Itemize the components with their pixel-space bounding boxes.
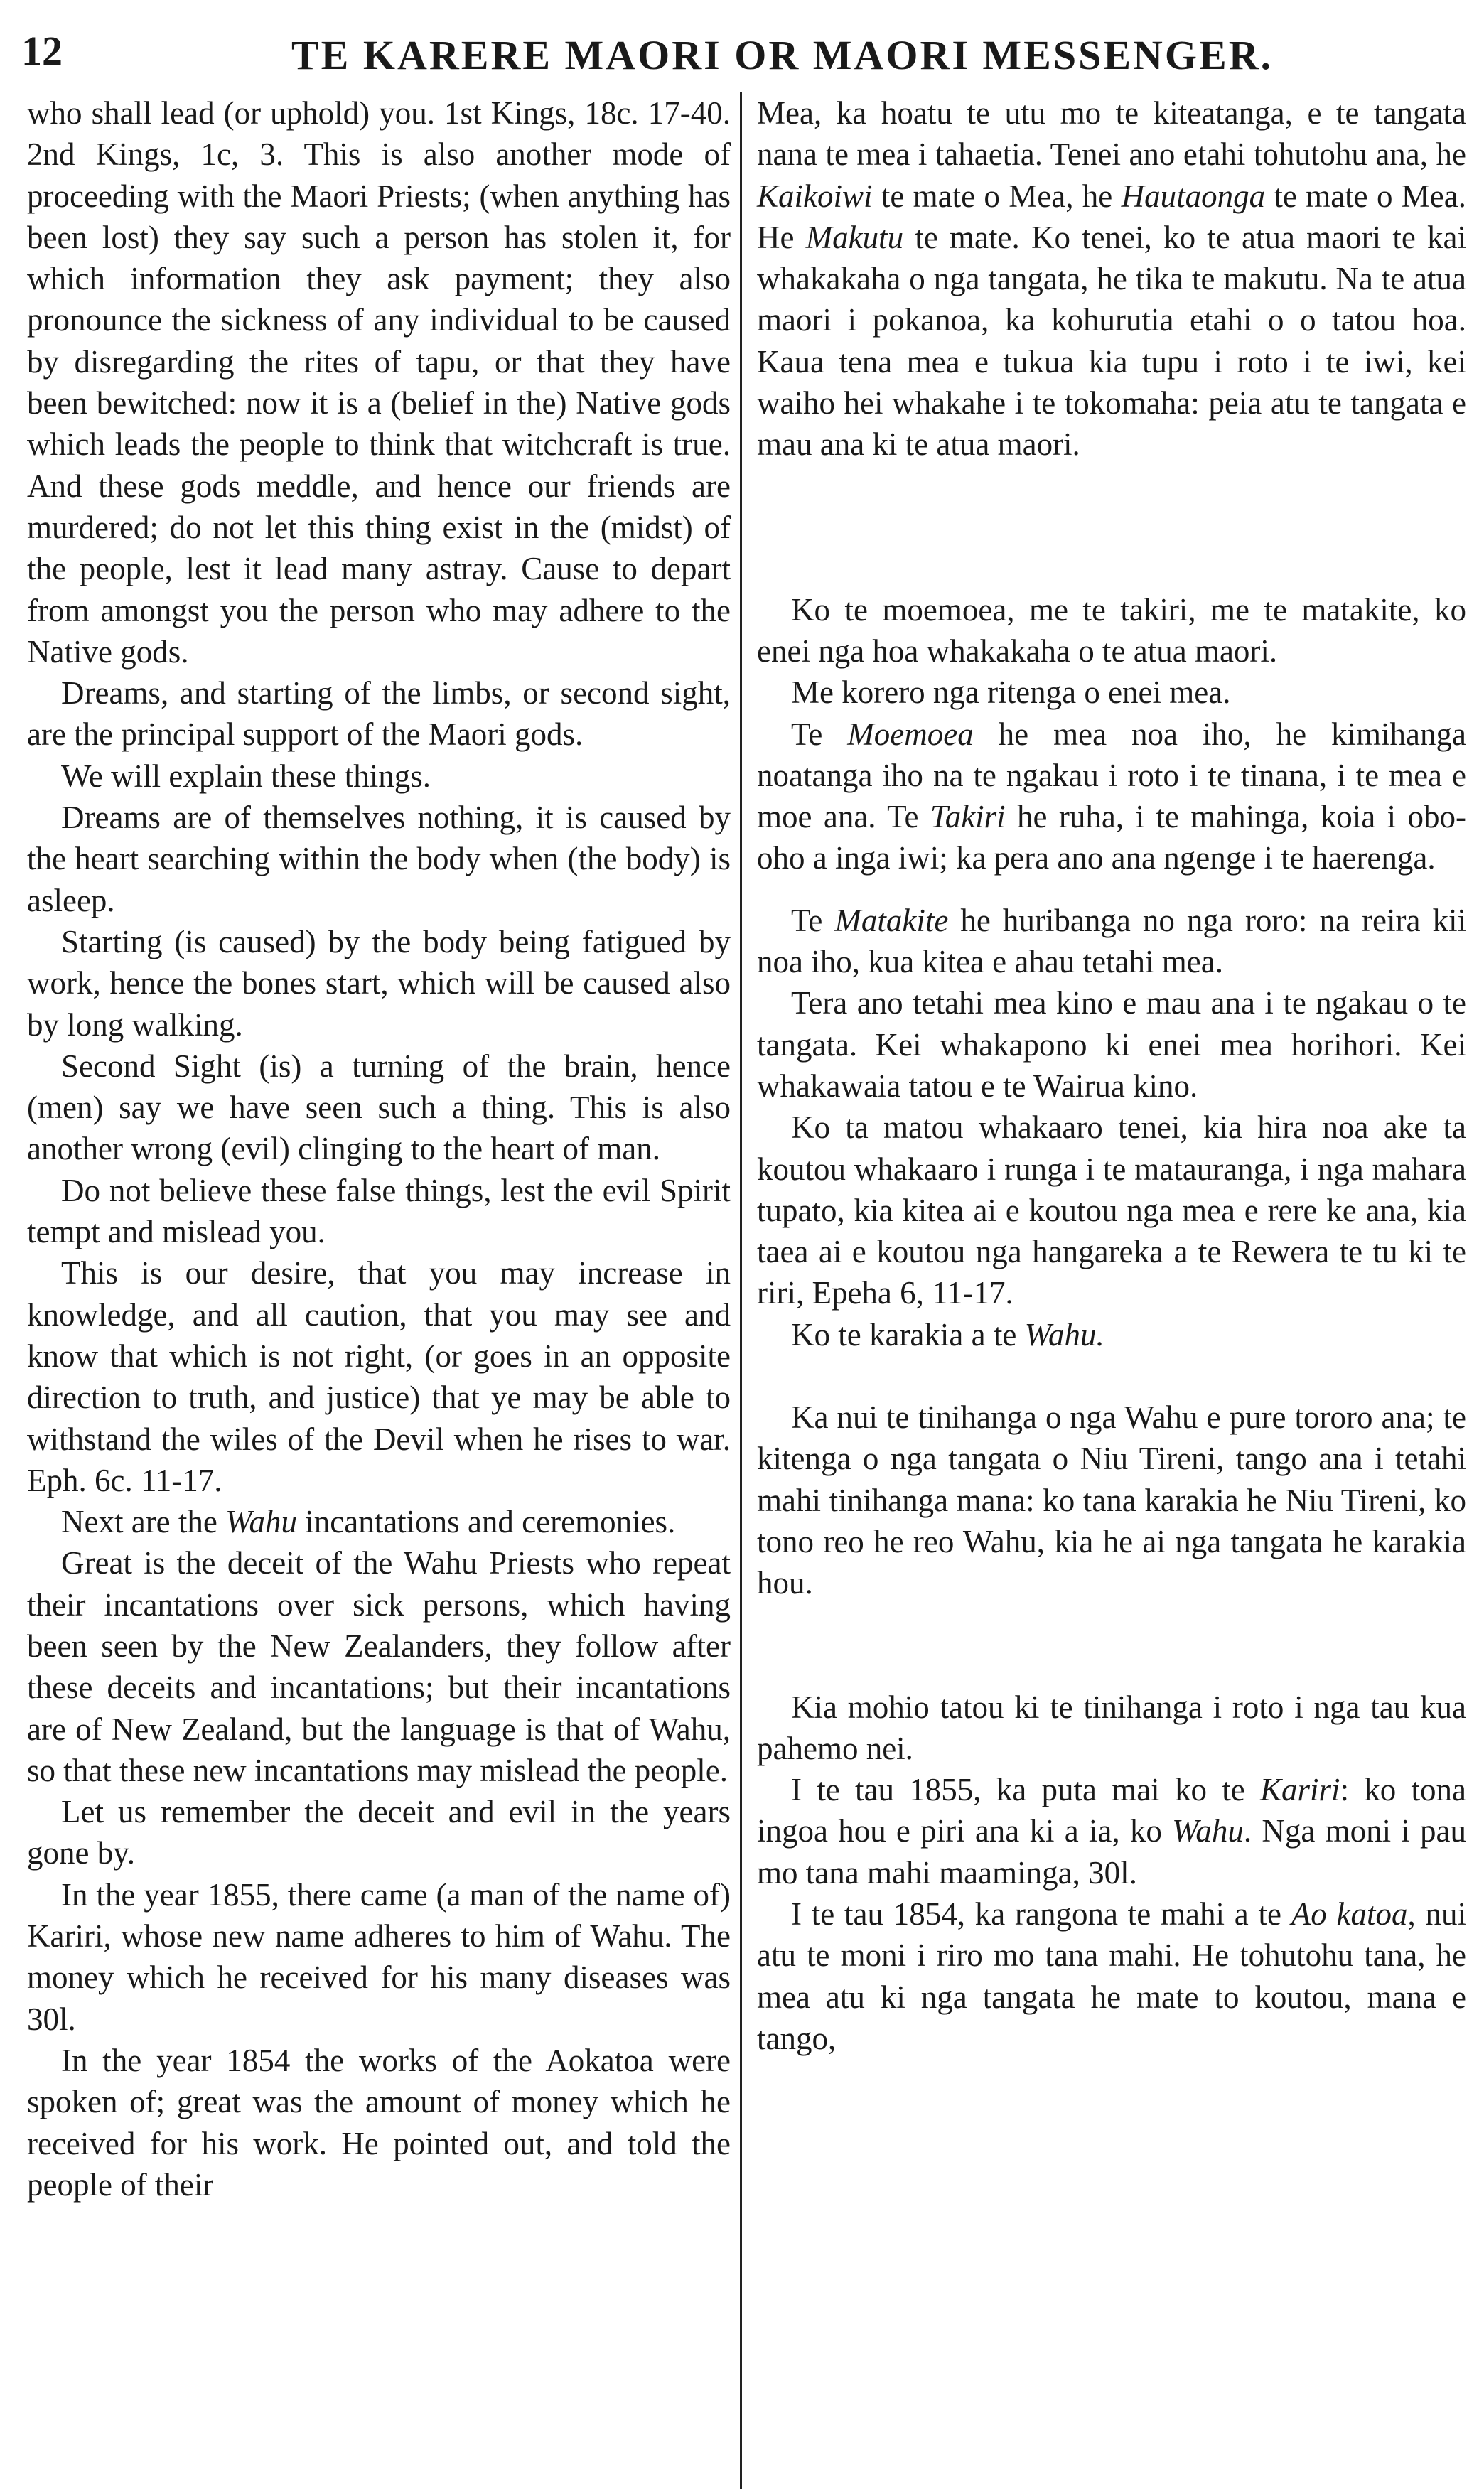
spacer (757, 879, 1466, 900)
spacer (757, 548, 1466, 589)
maori-paragraph: Tera ano tetahi mea kino e mau ana i te ngakau o te tangata. Kei whakapono ki enei mea horihori. Kei whakawaia tatou e te Wairua kino. (757, 985, 1466, 1104)
maori-paragraph: Ka nui te tinihanga o nga Wahu e pure tororo ana; te kitenga o nga tangata o Niu Tireni, tango ana i tetahi mahi tinihanga mana: ko tana karakia he Niu Tireni, ko tono reo he reo Wahu, kia he ai nga tangata he karakia hou. (757, 1399, 1466, 1601)
running-title: TE KARERE MAORI OR MAORI MESSENGER. (291, 32, 1274, 78)
maori-paragraph: Ko te moemoea, me te takiri, me te matakite, ko enei nga hoa whakakaha o te atua maori. (757, 591, 1466, 669)
english-paragraph: Let us remember the deceit and evil in the years gone by. (27, 1794, 731, 1871)
text-run: incantations and ceremonies. (297, 1504, 676, 1540)
spacer (757, 466, 1466, 507)
english-paragraph (27, 1501, 731, 1542)
column-divider (740, 92, 742, 2489)
spacer (757, 1604, 1466, 1645)
italic-term: Ao katoa (1291, 1896, 1408, 1932)
maori-paragraph: Ko ta matou whakaaro tenei, kia hira noa ake ta koutou whakaaro i runga i te matauranga, i nga mahara tupato, kia kitea ai e koutou nga mea e rere ke ana, kia taea ai e koutou nga hangareka a te Rewera te tu ki te riri, Epeha 6, 11-17. (757, 1109, 1466, 1311)
english-paragraph: Starting (is caused) by the body being fatigued by work, hence the bones start, which will be caused also by long walking. (27, 923, 731, 1043)
italic-term: Moemoea (847, 716, 974, 752)
text-run: I te tau 1854, ka rangona te mahi a te (791, 1896, 1291, 1932)
text-run: Te (791, 716, 848, 752)
english-paragraph: Dreams are of themselves nothing, it is caused by the heart searching within the body when (the body) is asleep. (27, 800, 731, 918)
english-paragraph: Great is the deceit of the Wahu Priests who repeat their incantations over sick persons, which having been seen by the New Zealanders, they follow after these deceits and incantations; but their incantations are of New Zealand, but the language is that of Wahu, so that these new incantations may mislead the people. (27, 1545, 731, 1788)
english-paragraph: In the year 1855, there came (a man of the name of) Kariri, whose new name adheres to him of Wahu. The money which he received for his many diseases was 30l. (27, 1876, 731, 2037)
maori-paragraph (757, 1314, 1466, 1355)
maori-paragraph: Me korero nga ritenga o enei mea. (791, 674, 1231, 711)
english-paragraph: Second Sight (is) a turning of the brain, hence (men) say we have seen such a thing. This is also another wrong (evil) clinging to the heart of man. (27, 1048, 731, 1167)
italic-term: Takiri (930, 799, 1006, 835)
text-run: Te (791, 902, 835, 938)
text-run: he ruha, i te mahinga, koia i obo-oho a inga iwi; ka pera ano ana ngenge i te haerenga. (757, 799, 1466, 876)
maori-paragraph (757, 1769, 1466, 1893)
text-run: . Nga moni i pau mo tana mahi maaminga, 30l. (757, 1813, 1466, 1891)
italic-term: Wahu (1172, 1813, 1244, 1849)
text-run: Ko te karakia a te (791, 1316, 1025, 1353)
spacer (757, 1645, 1466, 1687)
text-run: I te tau 1855, ka puta mai ko te (791, 1772, 1260, 1808)
maori-paragraph (757, 1893, 1466, 2059)
page-number: 12 (21, 28, 63, 74)
italic-term: Matakite (834, 902, 949, 938)
page-header (21, 13, 1464, 84)
text-run: te mate o Mea, he (872, 178, 1122, 214)
italic-term: Wahu. (1024, 1316, 1104, 1353)
italic-term: Wahu (225, 1504, 297, 1540)
maori-column (757, 92, 1466, 2059)
english-paragraph: We will explain these things. (61, 758, 431, 794)
text-run: Mea, ka hoatu te utu mo te kiteatanga, e te tangata nana te mea i tahaetia. Tenei ano etahi tohutohu ana, he (757, 95, 1466, 173)
english-paragraph: In the year 1854 the works of the Aokatoa were spoken of; great was the amount of money which he received for his work. He pointed out, and told the people of their (27, 2042, 731, 2203)
spacer (757, 507, 1466, 548)
text-run: Next are the (61, 1504, 226, 1540)
italic-term: Kaikoiwi (757, 178, 873, 214)
english-paragraph: This is our desire, that you may increase in knowledge, and all caution, that you may see and know that which is not right, (or goes in an opposite direction to truth, and justice) that ye may be able to withstand the wiles of the Devil when he rises to war. Eph. 6c. 11-17. (27, 1255, 731, 1498)
italic-term: Makutu (805, 219, 904, 255)
text-run: te mate o Mea. He (757, 178, 1467, 255)
spacer (757, 1355, 1466, 1397)
english-paragraph: who shall lead (or uphold) you. 1st Kings, 18c. 17-40. 2nd Kings, 1c, 3. This is also another mode of proceeding with the Maori Priests; (when anything has been lost) they say such a person has stolen it, for which information they ask payment; they also pronounce the sickness of any individual to be caused by disregarding the rites of tapu, or that they have been bewitched: now it is a (belief in the) Native gods which leads the people to think that witchcraft is true. And these gods meddle, and hence our friends are murdered; do not let this thing exist in the (midst) of the people, lest it lead many astray. Cause to depart from amongst you the person who may adhere to the Native gods. (27, 95, 731, 670)
text-run: : ko tona ingoa hou e piri ana ki a ia, ko (757, 1772, 1467, 1849)
english-column (27, 92, 731, 2205)
english-paragraph: Do not believe these false things, lest the evil Spirit tempt and mislead you. (27, 1172, 731, 1250)
text-run: he mea noa iho, he kimihanga noatanga iho na te ngakau i roto i te tinana, i te mea e moe ana. Te (757, 716, 1466, 835)
english-paragraph: Dreams, and starting of the limbs, or second sight, are the principal support of the Maori gods. (27, 675, 731, 753)
maori-paragraph (757, 900, 1466, 983)
italic-term: Hautaonga (1121, 178, 1266, 214)
maori-paragraph (757, 714, 1466, 879)
maori-paragraph (757, 92, 1466, 466)
text-run: , nui atu te moni i riro mo tana mahi. He tohutohu tana, he mea atu ki nga tangata he mate to koutou, mana e tango, (757, 1896, 1466, 2056)
text-run: he huribanga no nga roro: na reira kii noa iho, kua kitea e ahau tetahi mea. (757, 902, 1466, 980)
italic-term: Kariri (1259, 1772, 1340, 1808)
text-run: te mate. Ko tenei, ko te atua maori te kai whakakaha o nga tangata, he tika te makutu. Na te atua maori i pokanoa, ka kohurutia etahi o o tatou hoa. Kaua tena mea e tukua kia tupu i roto i te iwi, kei waiho hei whakahe i te tokomaha: peia atu te tangata e mau ana ki te atua maori. (757, 219, 1466, 463)
maori-paragraph: Kia mohio tatou ki te tinihanga i roto i nga tau kua pahemo nei. (757, 1689, 1466, 1766)
